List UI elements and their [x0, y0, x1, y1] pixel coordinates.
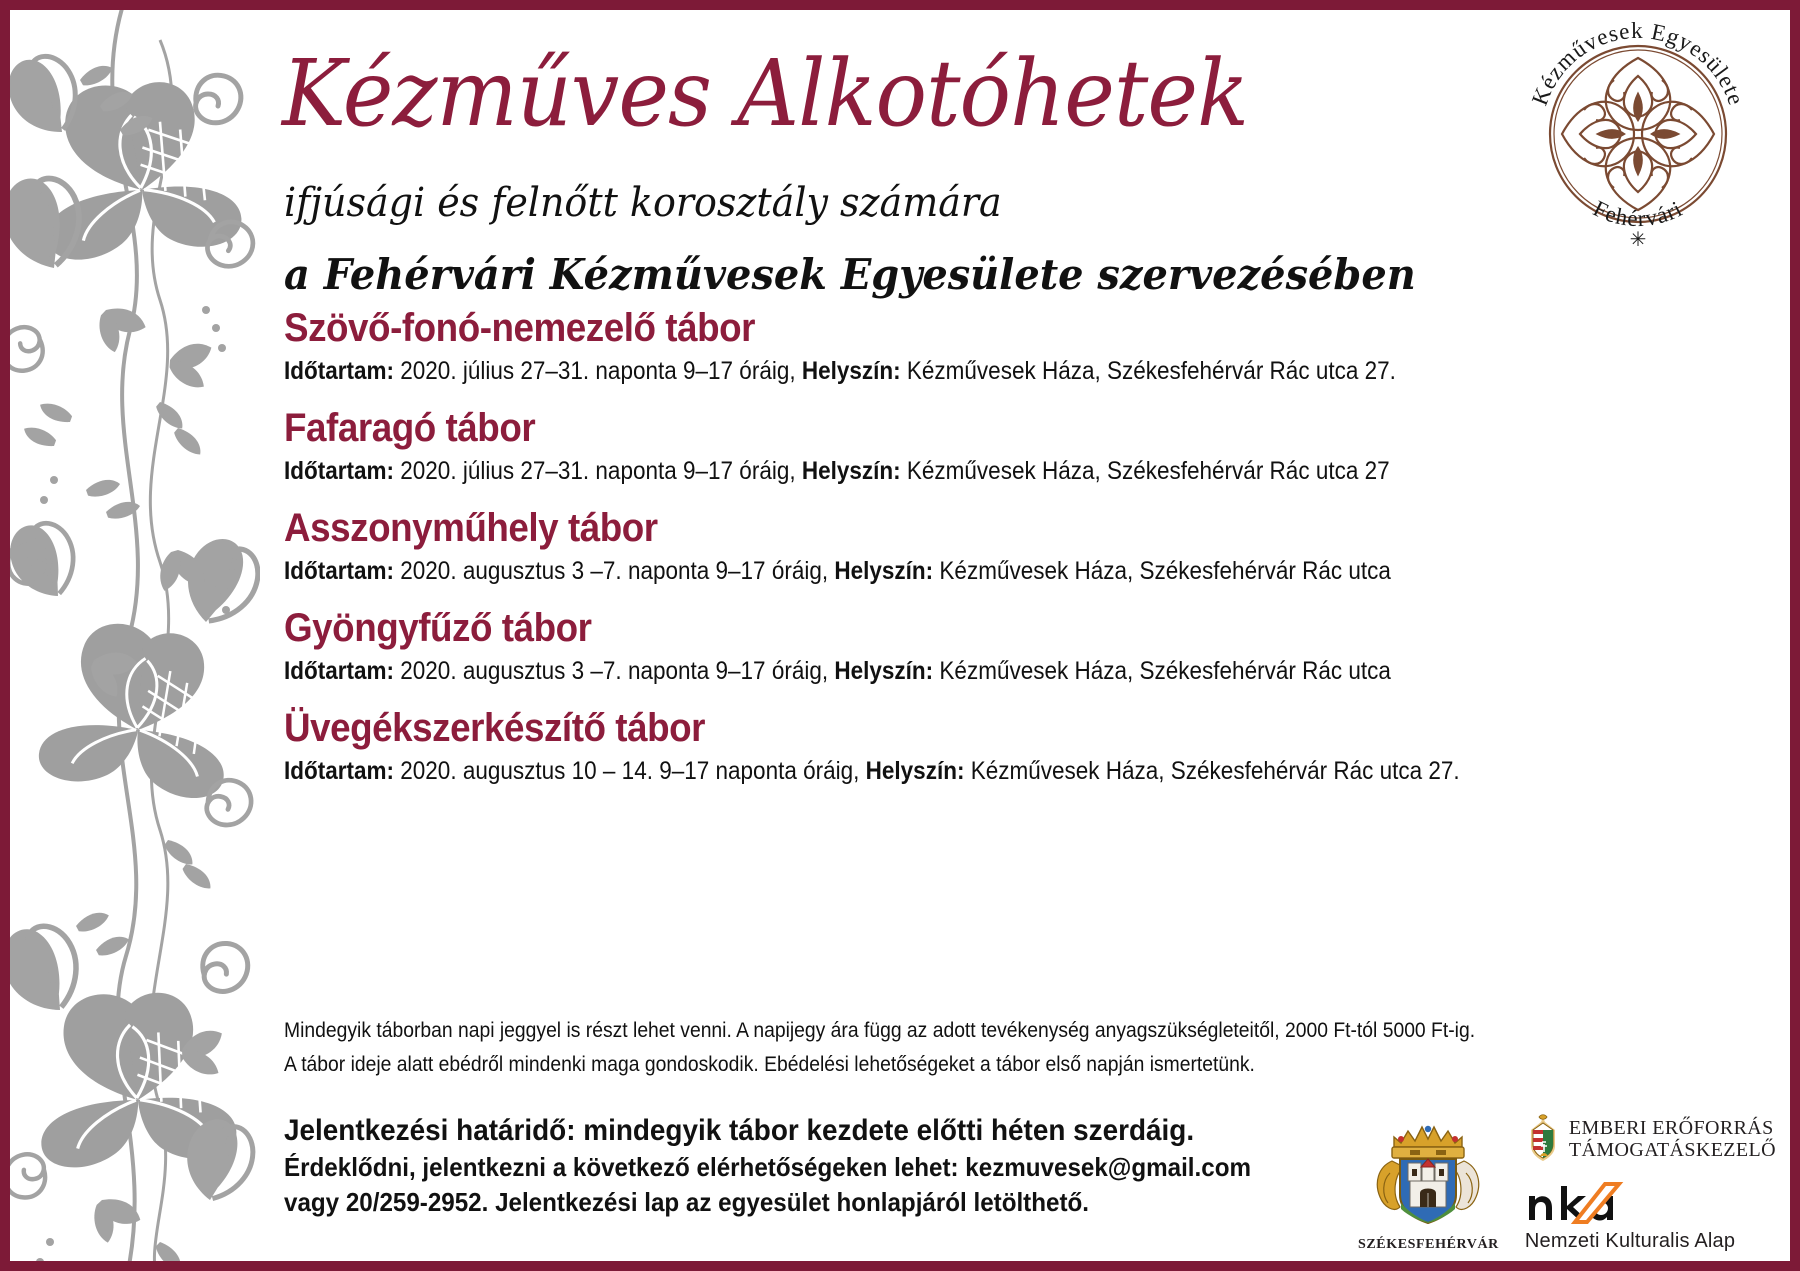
venue-label: Helyszín: — [801, 357, 901, 385]
seal-text-top: Kézművesek Egyesülete — [1526, 17, 1750, 109]
camp-item — [268, 506, 1790, 586]
duration-value: 2020. augusztus 3 –7. naponta 9–17 óráig, — [400, 557, 829, 585]
camp-title: Asszonyműhely tábor — [284, 506, 658, 550]
camp-item — [268, 706, 1790, 786]
venue-value: Kézművesek Háza, Székesfehérvár Rác utca 27. — [970, 757, 1460, 785]
duration-label: Időtartam: — [284, 357, 395, 385]
camps-list — [268, 306, 1790, 806]
pricing-note — [284, 1014, 1651, 1082]
folk-ornament-border — [10, 10, 260, 1261]
camp-item — [268, 606, 1790, 686]
venue-label: Helyszín: — [834, 657, 934, 685]
camp-title: Fafaragó tábor — [284, 406, 536, 450]
duration-value: 2020. augusztus 10 – 14. 9–17 naponta óráig, — [400, 757, 860, 785]
venue-value: Kézművesek Háza, Székesfehérvár Rác utca — [939, 657, 1391, 685]
duration-value: 2020. augusztus 3 –7. naponta 9–17 óráig, — [400, 657, 829, 685]
venue-value: Kézművesek Háza, Székesfehérvár Rác utca — [939, 557, 1391, 585]
note-line-1: Mindegyik táborban napi jeggyel is részt lehet venni. A napijegy ára függ az adott tevékenység anyagszükségleteitől, 2000 Ft-tól 5000 Ft-ig. — [284, 1019, 1476, 1042]
camp-title: Gyöngyfűző tábor — [284, 606, 592, 650]
camp-detail — [284, 757, 1639, 786]
hungarian-coat-of-arms-icon — [1525, 1114, 1561, 1164]
nka-caption: Nemzeti Kulturalis Alap — [1524, 1230, 1736, 1252]
seal-text-bottom: Fehérvári — [1589, 195, 1687, 232]
camp-detail — [284, 557, 1639, 586]
venue-value: Kézművesek Háza, Székesfehérvár Rác utca 27 — [906, 457, 1390, 485]
association-seal-logo — [1518, 14, 1758, 254]
venue-value: Kézművesek Háza, Székesfehérvár Rác utca 27. — [906, 357, 1396, 385]
poster-header — [268, 10, 1790, 310]
camp-title: Szövő-fonó-nemezelő tábor — [284, 306, 755, 350]
sponsor-logos — [1358, 1114, 1776, 1253]
content-column — [268, 10, 1790, 1261]
szekesfehervar-logo — [1358, 1117, 1499, 1253]
venue-label: Helyszín: — [801, 457, 901, 485]
camp-detail — [284, 657, 1639, 686]
duration-value: 2020. július 27–31. naponta 9–17 óráig, — [400, 357, 796, 385]
contact-phone-line: vagy 20/259-2952. Jelentkezési lap az egyesület honlapjáról letölthető. — [284, 1186, 1090, 1217]
nka-logo — [1525, 1182, 1776, 1253]
szekesfehervar-coat-of-arms-icon — [1370, 1117, 1486, 1235]
note-line-2: A tábor ideje alatt ebédről mindenki maga gondoskodik. Ebédelési lehetőségeket a tábor első napján ismertetünk. — [284, 1053, 1255, 1077]
nka-mark-icon — [1525, 1182, 1715, 1224]
page-title: Kézműves Alkotóhetek — [282, 40, 1249, 147]
camp-item — [268, 406, 1790, 486]
duration-label: Időtartam: — [284, 457, 395, 485]
duration-value: 2020. július 27–31. naponta 9–17 óráig, — [400, 457, 796, 485]
duration-label: Időtartam: — [284, 557, 395, 585]
seal-star-icon: ✳ — [1629, 229, 1647, 251]
application-deadline: Jelentkezési határidő: mindegyik tábor kezdete előtti héten szerdáig. — [284, 1114, 1195, 1147]
camp-item — [268, 306, 1790, 386]
subtitle-organizer: a Fehérvári Kézművesek Egyesülete szervezésében — [284, 250, 1416, 299]
venue-label: Helyszín: — [865, 757, 965, 785]
poster-canvas — [10, 10, 1790, 1261]
duration-label: Időtartam: — [284, 657, 395, 685]
emmi-line-1: EMBERI ERŐFORRÁS — [1568, 1116, 1774, 1139]
venue-label: Helyszín: — [834, 557, 934, 585]
subtitle-audience: ifjúsági és felnőtt korosztály számára — [284, 180, 1002, 226]
city-logo-caption: SZÉKESFEHÉRVÁR — [1357, 1237, 1499, 1252]
duration-label: Időtartam: — [284, 757, 395, 785]
emmi-logo — [1525, 1114, 1776, 1164]
camp-detail — [284, 457, 1639, 486]
contact-email-line: Érdeklődni, jelentkezni a következő elérhetőségeken lehet: kezmuvesek@gmail.com — [284, 1152, 1251, 1183]
camp-detail — [284, 357, 1639, 386]
ministry-logos — [1525, 1114, 1776, 1253]
emmi-text — [1569, 1117, 1776, 1162]
emmi-line-2: TÁMOGATÁSKEZELŐ — [1568, 1139, 1776, 1161]
svg-text:Fehérvári — [1589, 196, 1686, 231]
camp-title: Üvegékszerkészítő tábor — [284, 706, 705, 750]
